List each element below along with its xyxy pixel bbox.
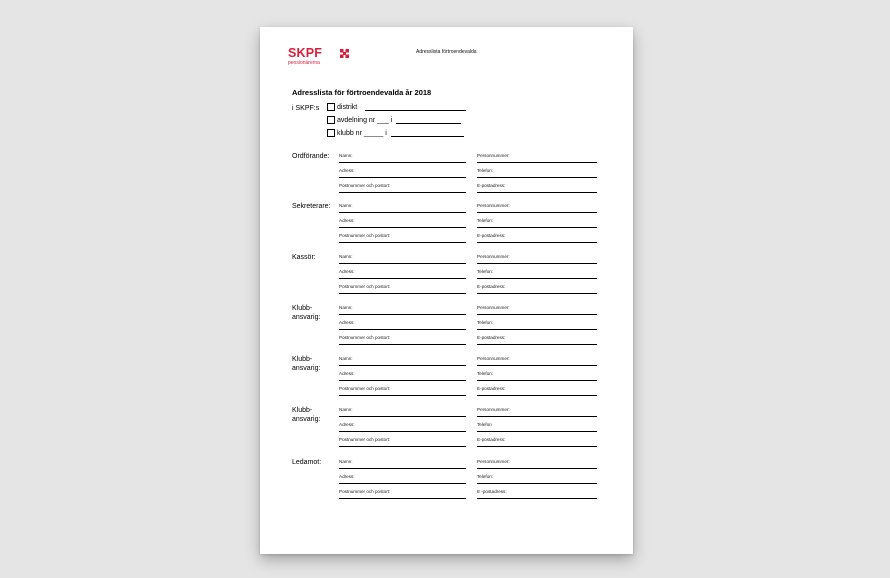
field-label: Adress:	[339, 320, 355, 325]
field-label: Postnummer och postort:	[339, 335, 391, 340]
field-input-line[interactable]	[477, 209, 597, 213]
field-label: Namn:	[339, 356, 353, 361]
form-field[interactable]	[477, 183, 597, 193]
field-input-line[interactable]	[477, 275, 597, 279]
field-label: Namn:	[339, 305, 353, 310]
document-title: Adresslista för förtroendevalda år 2018	[292, 88, 432, 97]
field-input-line[interactable]	[477, 341, 597, 345]
field-label: Adress:	[339, 269, 355, 274]
field-input-line[interactable]	[339, 239, 466, 243]
logo-main-text: SKPF	[288, 46, 323, 60]
field-input-line[interactable]	[339, 159, 466, 163]
form-field[interactable]	[477, 254, 597, 264]
field-input-line[interactable]	[477, 189, 597, 193]
field-input-line[interactable]	[339, 443, 466, 447]
form-field[interactable]	[477, 305, 597, 315]
field-input-line[interactable]	[339, 174, 466, 178]
form-field[interactable]	[339, 168, 466, 178]
field-label: Namn:	[339, 459, 353, 464]
field-input-line[interactable]	[477, 260, 597, 264]
field-input-line[interactable]	[477, 326, 597, 330]
form-field[interactable]	[339, 422, 466, 432]
scope-checkbox[interactable]	[327, 116, 335, 124]
field-input-line[interactable]	[339, 428, 466, 432]
field-label: Postnummer och postort:	[339, 233, 391, 238]
field-label: Postnummer och postort:	[339, 489, 391, 494]
form-field[interactable]	[339, 305, 466, 315]
field-label: Telefon	[477, 422, 492, 427]
form-field[interactable]	[339, 233, 466, 243]
field-input-line[interactable]	[339, 260, 466, 264]
field-label: Adress:	[339, 474, 355, 479]
scope-option-label: avdelning nr ___ i	[337, 117, 393, 124]
field-label: Telefon:	[477, 371, 494, 376]
field-label: Personnummer:	[477, 305, 510, 310]
field-label: Namn:	[339, 203, 353, 208]
field-label: E-postadress:	[477, 284, 506, 289]
field-label: Personnummer:	[477, 203, 510, 208]
role-label: Ordförande:	[292, 153, 330, 160]
header-title: Adresslista förtroendevalda	[416, 49, 477, 55]
field-input-line[interactable]	[477, 224, 597, 228]
field-input-line[interactable]	[339, 224, 466, 228]
field-input-line[interactable]	[477, 443, 597, 447]
scope-option-label: klubb nr _____ i	[337, 130, 387, 137]
field-label: Postnummer och postort:	[339, 386, 391, 391]
field-input-line[interactable]	[477, 290, 597, 294]
field-label: Telefon:	[477, 474, 494, 479]
field-label: Postnummer och postort:	[339, 183, 391, 188]
field-input-line[interactable]	[477, 392, 597, 396]
field-label: Adress:	[339, 218, 355, 223]
role-label: Kassör:	[292, 254, 316, 261]
form-field[interactable]	[477, 422, 597, 432]
form-field[interactable]	[339, 183, 466, 193]
field-label: E-postadress:	[477, 233, 506, 238]
form-field[interactable]	[477, 233, 597, 243]
field-label: Namn:	[339, 407, 353, 412]
field-label: Personnummer:	[477, 356, 510, 361]
form-field[interactable]	[339, 407, 466, 417]
form-field[interactable]	[339, 153, 466, 163]
field-input-line[interactable]	[339, 341, 466, 345]
form-field[interactable]	[339, 203, 466, 213]
form-field[interactable]	[477, 489, 597, 499]
form-field[interactable]	[339, 437, 466, 447]
field-input-line[interactable]	[477, 377, 597, 381]
field-label: Adress:	[339, 168, 355, 173]
field-label: Telefon:	[477, 320, 494, 325]
form-field[interactable]	[339, 489, 466, 499]
form-field[interactable]	[477, 335, 597, 345]
form-field[interactable]	[339, 269, 466, 279]
form-field[interactable]	[477, 203, 597, 213]
logo-subtitle: pensionärerna	[288, 60, 320, 66]
field-label: E-postadress:	[477, 386, 506, 391]
field-input-line[interactable]	[339, 290, 466, 294]
logo-cross-icon	[340, 49, 349, 58]
form-field[interactable]	[339, 335, 466, 345]
form-field[interactable]	[477, 269, 597, 279]
field-label: Personnummer:	[477, 254, 510, 259]
form-field[interactable]	[339, 320, 466, 330]
form-field[interactable]	[339, 474, 466, 484]
field-label: E-postadress:	[477, 335, 506, 340]
form-field[interactable]	[339, 254, 466, 264]
field-label: Personnummer:	[477, 459, 510, 464]
form-field[interactable]	[477, 320, 597, 330]
field-input-line[interactable]	[339, 413, 466, 417]
field-input-line[interactable]	[477, 311, 597, 315]
role-label: Ledamot:	[292, 459, 322, 466]
scope-option-label: distrikt	[337, 104, 358, 111]
field-label: Telefon:	[477, 218, 494, 223]
form-field[interactable]	[477, 218, 597, 228]
field-input-line[interactable]	[339, 377, 466, 381]
field-label: Adress:	[339, 422, 355, 427]
scope-checkbox[interactable]	[327, 129, 335, 137]
field-input-line[interactable]	[477, 239, 597, 243]
field-input-line[interactable]	[477, 362, 597, 366]
scope-checkbox[interactable]	[327, 103, 335, 111]
field-label: E -postadress:	[477, 489, 507, 494]
field-input-line[interactable]	[339, 495, 466, 499]
field-input-line[interactable]	[477, 465, 597, 469]
field-label: Personnummer:	[477, 153, 510, 158]
field-input-line[interactable]	[339, 392, 466, 396]
field-input-line[interactable]	[477, 428, 597, 432]
form-field[interactable]	[477, 407, 597, 417]
form-field[interactable]	[477, 371, 597, 381]
field-input-line[interactable]	[477, 159, 597, 163]
field-label: Postnummer och postort:	[339, 284, 391, 289]
field-label: Adress:	[339, 371, 355, 376]
field-input-line[interactable]	[477, 480, 597, 484]
form-field[interactable]	[339, 356, 466, 366]
field-input-line[interactable]	[339, 189, 466, 193]
form-field[interactable]	[339, 459, 466, 469]
field-input-line[interactable]	[339, 480, 466, 484]
form-field[interactable]	[477, 284, 597, 294]
scope-option-0[interactable]	[327, 103, 466, 111]
scope-fill-line[interactable]	[391, 129, 464, 137]
field-label: Namn:	[339, 254, 353, 259]
form-field[interactable]	[339, 371, 466, 381]
form-field[interactable]	[339, 284, 466, 294]
field-input-line[interactable]	[339, 362, 466, 366]
form-field[interactable]	[339, 218, 466, 228]
field-input-line[interactable]	[339, 326, 466, 330]
form-field[interactable]	[339, 386, 466, 396]
field-label: Postnummer och postort:	[339, 437, 391, 442]
field-label: Personnummer:	[477, 407, 510, 412]
field-input-line[interactable]	[339, 311, 466, 315]
form-field[interactable]	[477, 459, 597, 469]
form-field[interactable]	[477, 153, 597, 163]
form-field[interactable]	[477, 437, 597, 447]
field-input-line[interactable]	[339, 465, 466, 469]
scope-option-2[interactable]	[327, 129, 464, 137]
scope-fill-line[interactable]	[365, 103, 466, 111]
field-input-line[interactable]	[339, 209, 466, 213]
form-field[interactable]	[477, 356, 597, 366]
field-input-line[interactable]	[477, 174, 597, 178]
skpf-logo	[288, 47, 322, 67]
role-label: Klubb- ansvarig:	[292, 407, 321, 423]
scope-label: i SKPF:s	[292, 105, 320, 112]
field-label: Namn:	[339, 153, 353, 158]
field-label: Telefon:	[477, 269, 494, 274]
form-field[interactable]	[477, 474, 597, 484]
field-input-line[interactable]	[477, 413, 597, 417]
role-label: Sekreterare:	[292, 203, 331, 210]
field-label: E-postadress:	[477, 183, 506, 188]
field-label: Telefon:	[477, 168, 494, 173]
form-field[interactable]	[477, 386, 597, 396]
field-input-line[interactable]	[477, 495, 597, 499]
field-label: E-postadress:	[477, 437, 506, 442]
role-label: Klubb- ansvarig:	[292, 356, 321, 372]
scope-option-1[interactable]	[327, 116, 461, 124]
scope-fill-line[interactable]	[396, 116, 461, 124]
document-page	[260, 27, 633, 554]
role-label: Klubb- ansvarig:	[292, 305, 321, 321]
form-field[interactable]	[477, 168, 597, 178]
field-input-line[interactable]	[339, 275, 466, 279]
